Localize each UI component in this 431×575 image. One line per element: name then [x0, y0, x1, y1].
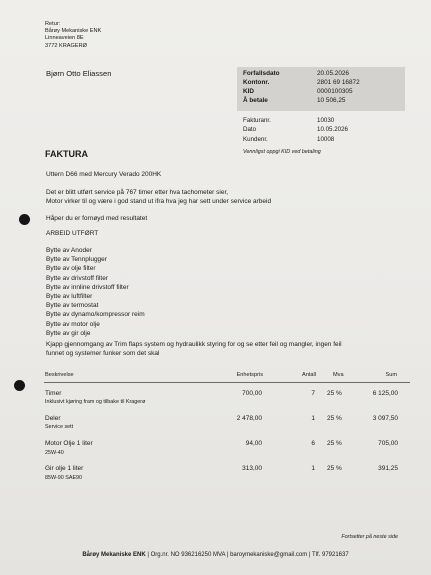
list-item: Bytte av gir olje [46, 329, 91, 337]
invoice-date-value: 10.05.2026 [317, 126, 348, 133]
list-item: Bytte av innline drivstoff filter [46, 283, 129, 291]
column-header-unit-price: Enhetspris [236, 372, 263, 378]
invoice-date-label: Dato [243, 126, 257, 133]
review-line-2: funnet og systemer funker som det skal [46, 350, 160, 357]
work-heading: ARBEID UTFØRT [46, 230, 99, 237]
sender-street: Linneaveien 8E [45, 35, 84, 42]
invoice-number-value: 10030 [317, 117, 335, 124]
punch-hole [19, 214, 30, 225]
row-1-quantity: 7 [311, 390, 315, 397]
amount-due-value: 10 506,25 [317, 97, 346, 104]
row-1-sum: 6 125,00 [372, 390, 398, 397]
footer-company: Bårøy Mekaniske ENK [82, 552, 146, 558]
row-4-quantity: 1 [311, 465, 315, 472]
row-4-name: Gir olje 1 liter [45, 465, 84, 472]
row-3-unit-price: 94,00 [245, 440, 262, 447]
row-1-detail: Inklusivt kjøring fram og tilbake til Kragerø [45, 399, 146, 405]
list-item: Bytte av Anoder [46, 247, 92, 254]
sender-company: Bårøy Mekaniske ENK [45, 28, 102, 35]
kid-value: 0000100305 [317, 88, 353, 95]
hope-line: Håper du er fornøyd med resultatet [46, 215, 148, 222]
page-footer [0, 552, 431, 558]
row-2-unit-price: 2 478,00 [236, 415, 262, 422]
invoice-number-label: Fakturanr. [243, 117, 271, 124]
customer-number-value: 10008 [317, 136, 335, 143]
punch-hole [14, 380, 25, 391]
row-3-name: Motor Olje 1 liter [45, 440, 93, 447]
sender-postal: 3772 KRAGERØ [45, 42, 87, 49]
list-item: Bytte av dynamo/kompressor reim [46, 311, 145, 319]
list-item: Bytte av luftfilter [46, 292, 93, 300]
row-3-vat: 25 % [327, 440, 342, 447]
column-header-quantity: Antall [302, 372, 316, 378]
row-3-quantity: 6 [311, 440, 315, 447]
continued-note: Fortsetter på neste side [341, 534, 398, 540]
kid-note: Vennligst oppgi KID ved betaling [243, 149, 321, 155]
column-header-vat: Mva [333, 372, 344, 378]
review-line-1: Kjapp gjennomgang av Trim flaps system og hydraulikk styring for og se etter feil og mangler, ingen feil [46, 341, 342, 348]
row-4-detail: 85W-90 SAE90 [45, 475, 83, 481]
row-3-detail: 25W-40 [45, 450, 64, 456]
row-2-detail: Service sett [45, 424, 74, 430]
row-3-sum: 705,00 [378, 440, 398, 447]
row-1-vat: 25 % [327, 390, 342, 397]
footer-details: | Org.nr. NO 936216250 MVA | baroymekaniske@gmail.com | Tlf. 97921637 [147, 552, 349, 558]
kid-label: KID [243, 88, 255, 95]
invoice-title: FAKTURA [45, 149, 88, 159]
list-item: Bytte av motor olje [46, 320, 100, 328]
intro-line-1: Det er blitt utført service på 767 timer etter hva tachometer sier, [46, 189, 229, 196]
row-2-vat: 25 % [327, 415, 342, 422]
row-2-name: Deler [45, 415, 61, 422]
subject-line: Uttern D66 med Mercury Verado 200HK [46, 171, 162, 178]
row-4-vat: 25 % [327, 465, 342, 472]
row-4-sum: 391,25 [378, 465, 398, 472]
row-1-name: Timer [45, 390, 62, 397]
column-header-sum: Sum [385, 372, 397, 378]
customer-number-label: Kundenr. [243, 136, 268, 143]
list-item: Bytte av Tennplugger [46, 256, 107, 264]
row-2-quantity: 1 [311, 415, 315, 422]
amount-due-label: Å betale [243, 97, 268, 104]
column-header-description: Beskrivelse [45, 372, 74, 378]
list-item: Bytte av olje filter [46, 265, 96, 273]
row-2-sum: 3 097,50 [372, 415, 398, 422]
due-date-value: 20.05.2026 [317, 70, 349, 77]
list-item: Bytte av termostat [46, 302, 99, 310]
intro-line-2: Motor virker til og være i god stand ut ifra hva jeg har sett under service arbeid [46, 198, 272, 205]
row-1-unit-price: 700,00 [242, 390, 262, 397]
list-item: Bytte av drivstoff filter [46, 274, 109, 282]
table-header-divider [44, 382, 410, 383]
row-4-unit-price: 313,00 [242, 465, 262, 472]
account-number-label: Kontonr. [243, 79, 270, 86]
work-list [46, 246, 145, 338]
customer-name: Bjørn Otto Eliassen [46, 69, 112, 78]
account-number-value: 2801 69 16872 [317, 79, 360, 86]
return-label: Retur: [45, 21, 61, 27]
sender-address [45, 21, 101, 50]
due-date-label: Forfallsdato [243, 70, 280, 77]
